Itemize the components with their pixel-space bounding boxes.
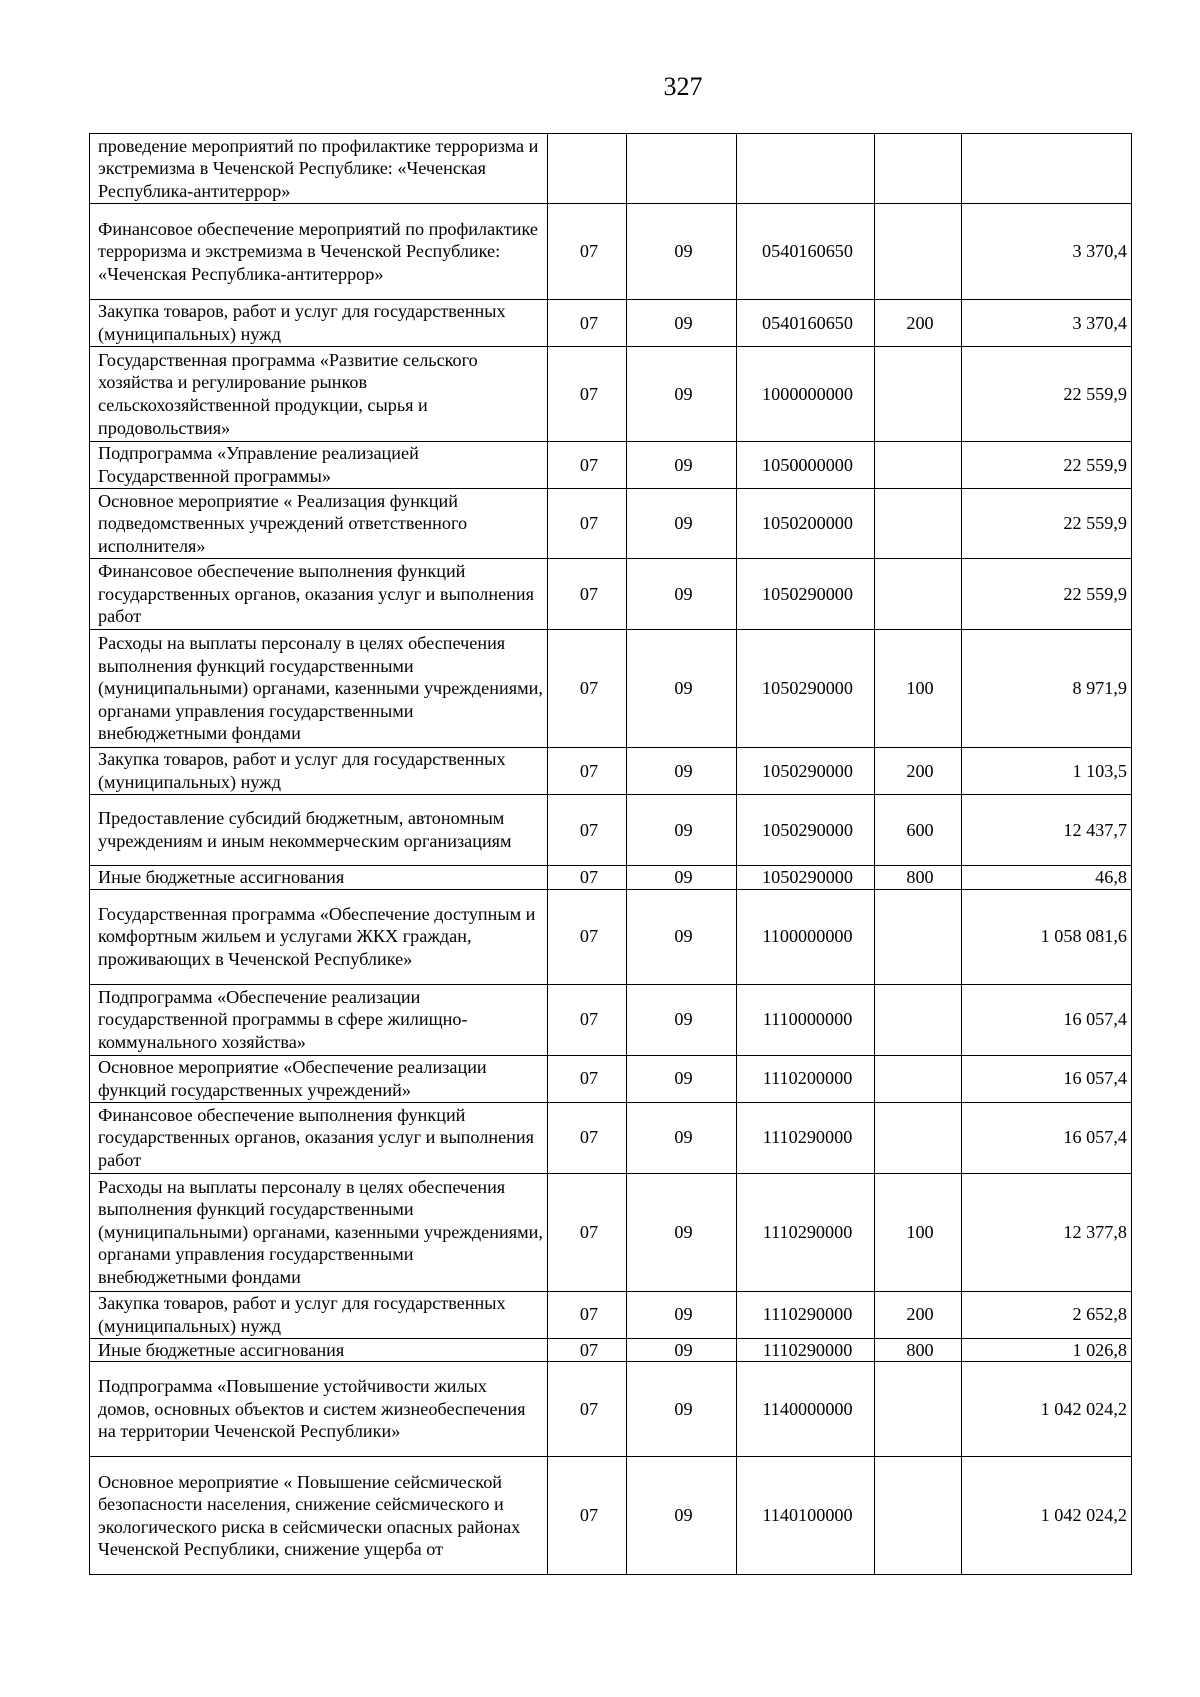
row-name: Финансовое обеспечение выполнения функций государственных органов, оказания услуг и выполнения работ [90, 559, 548, 630]
row-amount: 16 057,4 [962, 1055, 1132, 1102]
table-row [90, 1055, 1132, 1102]
row-expense-type: 200 [875, 748, 962, 795]
row-expense-type [875, 984, 962, 1055]
row-subsection: 09 [627, 748, 737, 795]
row-section: 07 [548, 300, 627, 347]
row-expense-type [875, 134, 962, 204]
row-name: Иные бюджетные ассигнования [90, 866, 548, 890]
row-target-code: 1050290000 [737, 559, 875, 630]
row-target-code: 0540160650 [737, 204, 875, 300]
row-name: Основное мероприятие « Повышение сейсмической безопасности населения, снижение сейсмического и экологического риска в сейсмически опасных районах Чеченской Республики, снижение ущерба от [90, 1457, 548, 1575]
row-section: 07 [548, 866, 627, 890]
row-subsection: 09 [627, 1362, 737, 1457]
row-subsection: 09 [627, 489, 737, 559]
row-subsection: 09 [627, 889, 737, 984]
table-row [90, 559, 1132, 630]
row-amount: 1 103,5 [962, 748, 1132, 795]
table-row [90, 204, 1132, 300]
table-row [90, 134, 1132, 204]
row-target-code: 1050000000 [737, 442, 875, 489]
row-expense-type [875, 204, 962, 300]
row-amount: 12 437,7 [962, 795, 1132, 866]
row-target-code: 1050290000 [737, 630, 875, 748]
row-amount: 46,8 [962, 866, 1132, 890]
row-name: Основное мероприятие « Реализация функций подведомственных учреждений ответственного исполнителя» [90, 489, 548, 559]
row-expense-type [875, 489, 962, 559]
row-target-code: 1050290000 [737, 866, 875, 890]
table-row [90, 889, 1132, 984]
table-row [90, 984, 1132, 1055]
row-subsection: 09 [627, 795, 737, 866]
row-expense-type: 200 [875, 300, 962, 347]
row-name: Подпрограмма «Обеспечение реализации государственной программы в сфере жилищно-коммунального хозяйства» [90, 984, 548, 1055]
row-subsection: 09 [627, 1102, 737, 1173]
table-row [90, 630, 1132, 748]
row-section: 07 [548, 559, 627, 630]
row-name: Государственная программа «Обеспечение доступным и комфортным жильем и услугами ЖКХ граждан, проживающих в Чеченской Республике» [90, 889, 548, 984]
table-row [90, 347, 1132, 442]
row-expense-type [875, 442, 962, 489]
table-row [90, 1338, 1132, 1362]
row-expense-type [875, 347, 962, 442]
row-section: 07 [548, 347, 627, 442]
row-section: 07 [548, 442, 627, 489]
row-name: проведение мероприятий по профилактике терроризма и экстремизма в Чеченской Республике: «Чеченская Республика-антитеррор» [90, 134, 548, 204]
row-expense-type [875, 889, 962, 984]
row-name: Подпрограмма «Управление реализацией Государственной программы» [90, 442, 548, 489]
row-expense-type: 100 [875, 630, 962, 748]
row-amount: 1 042 024,2 [962, 1457, 1132, 1575]
row-amount: 16 057,4 [962, 984, 1132, 1055]
row-name: Подпрограмма «Повышение устойчивости жилых домов, основных объектов и систем жизнеобеспечения на территории Чеченской Республики» [90, 1362, 548, 1457]
row-section: 07 [548, 630, 627, 748]
row-target-code: 1000000000 [737, 347, 875, 442]
row-subsection: 09 [627, 1457, 737, 1575]
table-row [90, 489, 1132, 559]
row-name: Расходы на выплаты персоналу в целях обеспечения выполнения функций государственными (муниципальными) органами, казенными учреждениями, органами управления государственными внебюджетными фондами [90, 1173, 548, 1291]
row-name: Финансовое обеспечение мероприятий по профилактике терроризма и экстремизма в Чеченской Республике: «Чеченская Республика-антитеррор» [90, 204, 548, 300]
row-name: Расходы на выплаты персоналу в целях обеспечения выполнения функций государственными (муниципальными) органами, казенными учреждениями, органами управления государственными внебюджетными фондами [90, 630, 548, 748]
row-target-code: 1110290000 [737, 1102, 875, 1173]
row-section [548, 134, 627, 204]
row-target-code: 1110290000 [737, 1173, 875, 1291]
row-target-code: 1050290000 [737, 748, 875, 795]
row-expense-type: 600 [875, 795, 962, 866]
row-subsection: 09 [627, 630, 737, 748]
row-section: 07 [548, 1055, 627, 1102]
table-row [90, 748, 1132, 795]
row-amount: 3 370,4 [962, 300, 1132, 347]
row-section: 07 [548, 1173, 627, 1291]
row-subsection: 09 [627, 1291, 737, 1338]
row-target-code: 1140100000 [737, 1457, 875, 1575]
row-amount: 8 971,9 [962, 630, 1132, 748]
row-name: Закупка товаров, работ и услуг для государственных (муниципальных) нужд [90, 1291, 548, 1338]
row-name: Иные бюджетные ассигнования [90, 1338, 548, 1362]
row-subsection: 09 [627, 984, 737, 1055]
row-expense-type [875, 1102, 962, 1173]
row-subsection: 09 [627, 347, 737, 442]
table-row [90, 1362, 1132, 1457]
row-amount: 1 042 024,2 [962, 1362, 1132, 1457]
row-section: 07 [548, 1362, 627, 1457]
row-target-code [737, 134, 875, 204]
table-row [90, 1291, 1132, 1338]
row-name: Закупка товаров, работ и услуг для государственных (муниципальных) нужд [90, 300, 548, 347]
row-target-code: 1110200000 [737, 1055, 875, 1102]
row-expense-type: 200 [875, 1291, 962, 1338]
row-subsection: 09 [627, 442, 737, 489]
row-target-code: 0540160650 [737, 300, 875, 347]
row-amount: 1 026,8 [962, 1338, 1132, 1362]
row-section: 07 [548, 984, 627, 1055]
table-row [90, 442, 1132, 489]
row-amount: 2 652,8 [962, 1291, 1132, 1338]
row-expense-type [875, 559, 962, 630]
row-expense-type: 800 [875, 866, 962, 890]
table-row [90, 795, 1132, 866]
budget-table [89, 133, 1132, 1575]
row-expense-type [875, 1457, 962, 1575]
row-amount: 22 559,9 [962, 559, 1132, 630]
row-amount: 12 377,8 [962, 1173, 1132, 1291]
row-target-code: 1110290000 [737, 1291, 875, 1338]
table-row [90, 1102, 1132, 1173]
row-expense-type [875, 1055, 962, 1102]
row-amount: 16 057,4 [962, 1102, 1132, 1173]
row-amount: 22 559,9 [962, 489, 1132, 559]
table-row [90, 1457, 1132, 1575]
row-subsection: 09 [627, 559, 737, 630]
row-subsection: 09 [627, 1173, 737, 1291]
row-subsection: 09 [627, 300, 737, 347]
row-name: Основное мероприятие «Обеспечение реализации функций государственных учреждений» [90, 1055, 548, 1102]
row-section: 07 [548, 795, 627, 866]
row-section: 07 [548, 489, 627, 559]
page-number: 327 [663, 72, 703, 101]
row-amount: 3 370,4 [962, 204, 1132, 300]
row-expense-type: 800 [875, 1338, 962, 1362]
row-subsection [627, 134, 737, 204]
row-subsection: 09 [627, 866, 737, 890]
row-target-code: 1050290000 [737, 795, 875, 866]
row-section: 07 [548, 204, 627, 300]
row-name: Финансовое обеспечение выполнения функций государственных органов, оказания услуг и выполнения работ [90, 1102, 548, 1173]
row-name: Закупка товаров, работ и услуг для государственных (муниципальных) нужд [90, 748, 548, 795]
row-name: Предоставление субсидий бюджетным, автономным учреждениям и иным некоммерческим организациям [90, 795, 548, 866]
row-section: 07 [548, 1102, 627, 1173]
row-target-code: 1110290000 [737, 1338, 875, 1362]
row-section: 07 [548, 1457, 627, 1575]
table-row [90, 1173, 1132, 1291]
row-target-code: 1050200000 [737, 489, 875, 559]
row-subsection: 09 [627, 204, 737, 300]
table-row [90, 866, 1132, 890]
row-amount: 22 559,9 [962, 347, 1132, 442]
row-section: 07 [548, 1338, 627, 1362]
row-section: 07 [548, 1291, 627, 1338]
row-section: 07 [548, 748, 627, 795]
row-name: Государственная программа «Развитие сельского хозяйства и регулирование рынков сельскохозяйственной продукции, сырья и продовольствия» [90, 347, 548, 442]
row-target-code: 1140000000 [737, 1362, 875, 1457]
row-target-code: 1110000000 [737, 984, 875, 1055]
row-expense-type: 100 [875, 1173, 962, 1291]
row-amount: 1 058 081,6 [962, 889, 1132, 984]
row-section: 07 [548, 889, 627, 984]
row-subsection: 09 [627, 1338, 737, 1362]
row-expense-type [875, 1362, 962, 1457]
row-amount: 22 559,9 [962, 442, 1132, 489]
row-target-code: 1100000000 [737, 889, 875, 984]
table-row [90, 300, 1132, 347]
row-subsection: 09 [627, 1055, 737, 1102]
row-amount [962, 134, 1132, 204]
